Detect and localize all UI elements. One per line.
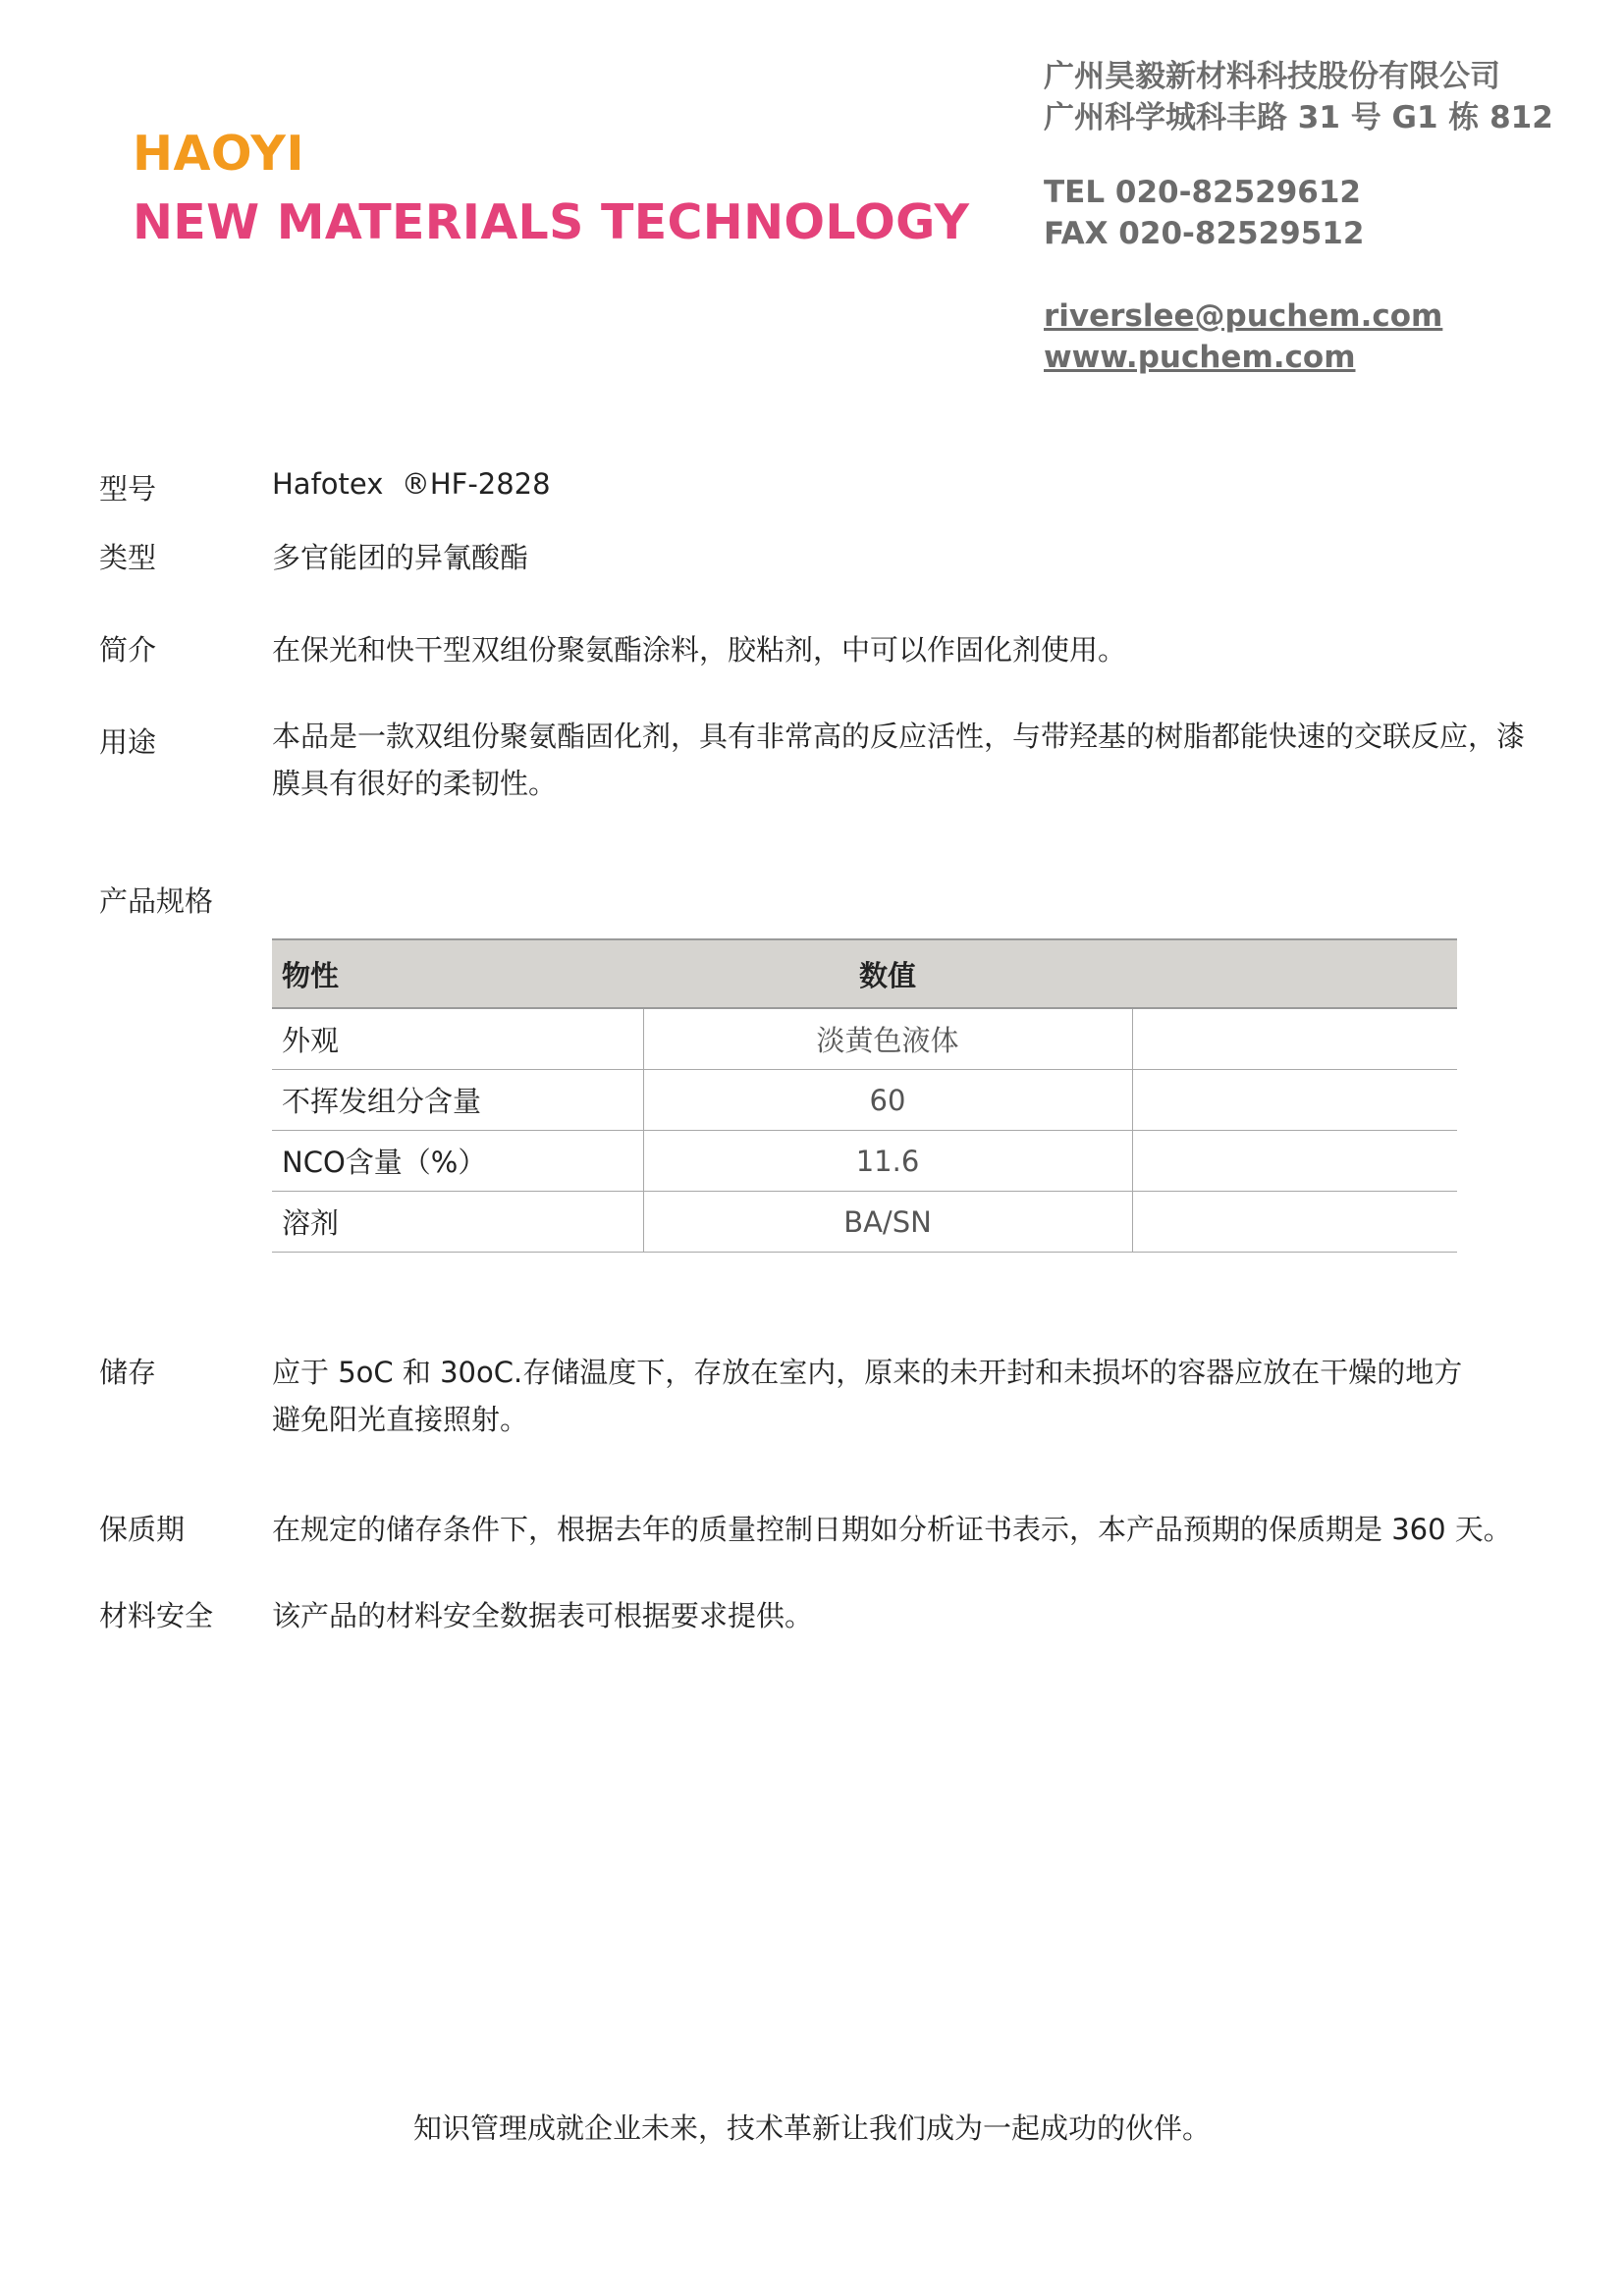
company-address: 广州科学城科丰路 31 号 G1 栋 812 <box>1044 100 1553 135</box>
spec-property: 外观 <box>272 1008 643 1070</box>
spec-extra <box>1132 1070 1457 1131</box>
spec-heading: 产品规格 <box>99 884 214 918</box>
spec-table <box>272 938 1457 1253</box>
spec-extra <box>1132 1131 1457 1192</box>
type-value: 多官能团的异氰酸酯 <box>272 541 529 574</box>
website-link[interactable]: www.puchem.com <box>1044 340 1356 375</box>
table-row <box>272 1070 1457 1131</box>
safety-value: 该产品的材料安全数据表可根据要求提供。 <box>272 1599 814 1632</box>
company-name: 广州昊毅新材料科技股份有限公司 <box>1044 59 1500 94</box>
table-row <box>272 1008 1457 1070</box>
storage-value-line1: 应于 5oC 和 30oC.存储温度下，存放在室内，原来的未开封和未损坏的容器应放在干燥的地方 <box>272 1356 1463 1389</box>
shelf-life-label: 保质期 <box>99 1513 186 1546</box>
spec-extra <box>1132 1192 1457 1253</box>
table-row <box>272 1131 1457 1192</box>
email-link[interactable]: riverslee@puchem.com <box>1044 298 1443 334</box>
spec-value: 11.6 <box>643 1131 1132 1192</box>
brand-name-line1: HAOYI <box>133 126 305 182</box>
table-row <box>272 1192 1457 1253</box>
storage-label: 储存 <box>99 1356 157 1389</box>
intro-label: 简介 <box>99 633 157 667</box>
usage-label: 用途 <box>99 725 157 759</box>
usage-value: 本品是一款双组份聚氨酯固化剂，具有非常高的反应活性，与带羟基的树脂都能快速的交联反应，漆膜具有很好的柔韧性。 <box>272 720 1526 800</box>
spec-value: BA/SN <box>643 1192 1132 1253</box>
footer-slogan: 知识管理成就企业未来，技术革新让我们成为一起成功的伙伴。 <box>412 2111 1211 2145</box>
type-label: 类型 <box>99 541 157 574</box>
spec-property: 不挥发组分含量 <box>272 1070 643 1131</box>
spec-property: 溶剂 <box>272 1192 643 1253</box>
model-value: Hafotex ®HF-2828 <box>272 467 551 501</box>
safety-label: 材料安全 <box>99 1599 214 1632</box>
intro-value: 在保光和快干型双组份聚氨酯涂料，胶粘剂，中可以作固化剂使用。 <box>272 633 1127 667</box>
spec-property: NCO含量（%） <box>272 1131 643 1192</box>
spec-value: 60 <box>643 1070 1132 1131</box>
spec-header-value: 数值 <box>643 939 1132 1008</box>
model-label: 型号 <box>99 472 157 506</box>
spec-extra <box>1132 1008 1457 1070</box>
spec-value: 淡黄色液体 <box>643 1008 1132 1070</box>
spec-header-extra <box>1132 939 1457 1008</box>
storage-value-line2: 避免阳光直接照射。 <box>272 1403 529 1436</box>
shelf-life-value: 在规定的储存条件下，根据去年的质量控制日期如分析证书表示，本产品预期的保质期是 360 天。 <box>272 1513 1512 1546</box>
brand-name-line2: NEW MATERIALS TECHNOLOGY <box>133 194 970 250</box>
spec-header-property: 物性 <box>272 939 643 1008</box>
fax: FAX 020-82529512 <box>1044 216 1365 251</box>
telephone: TEL 020-82529612 <box>1044 175 1362 210</box>
spec-table-header-row <box>272 939 1457 1008</box>
